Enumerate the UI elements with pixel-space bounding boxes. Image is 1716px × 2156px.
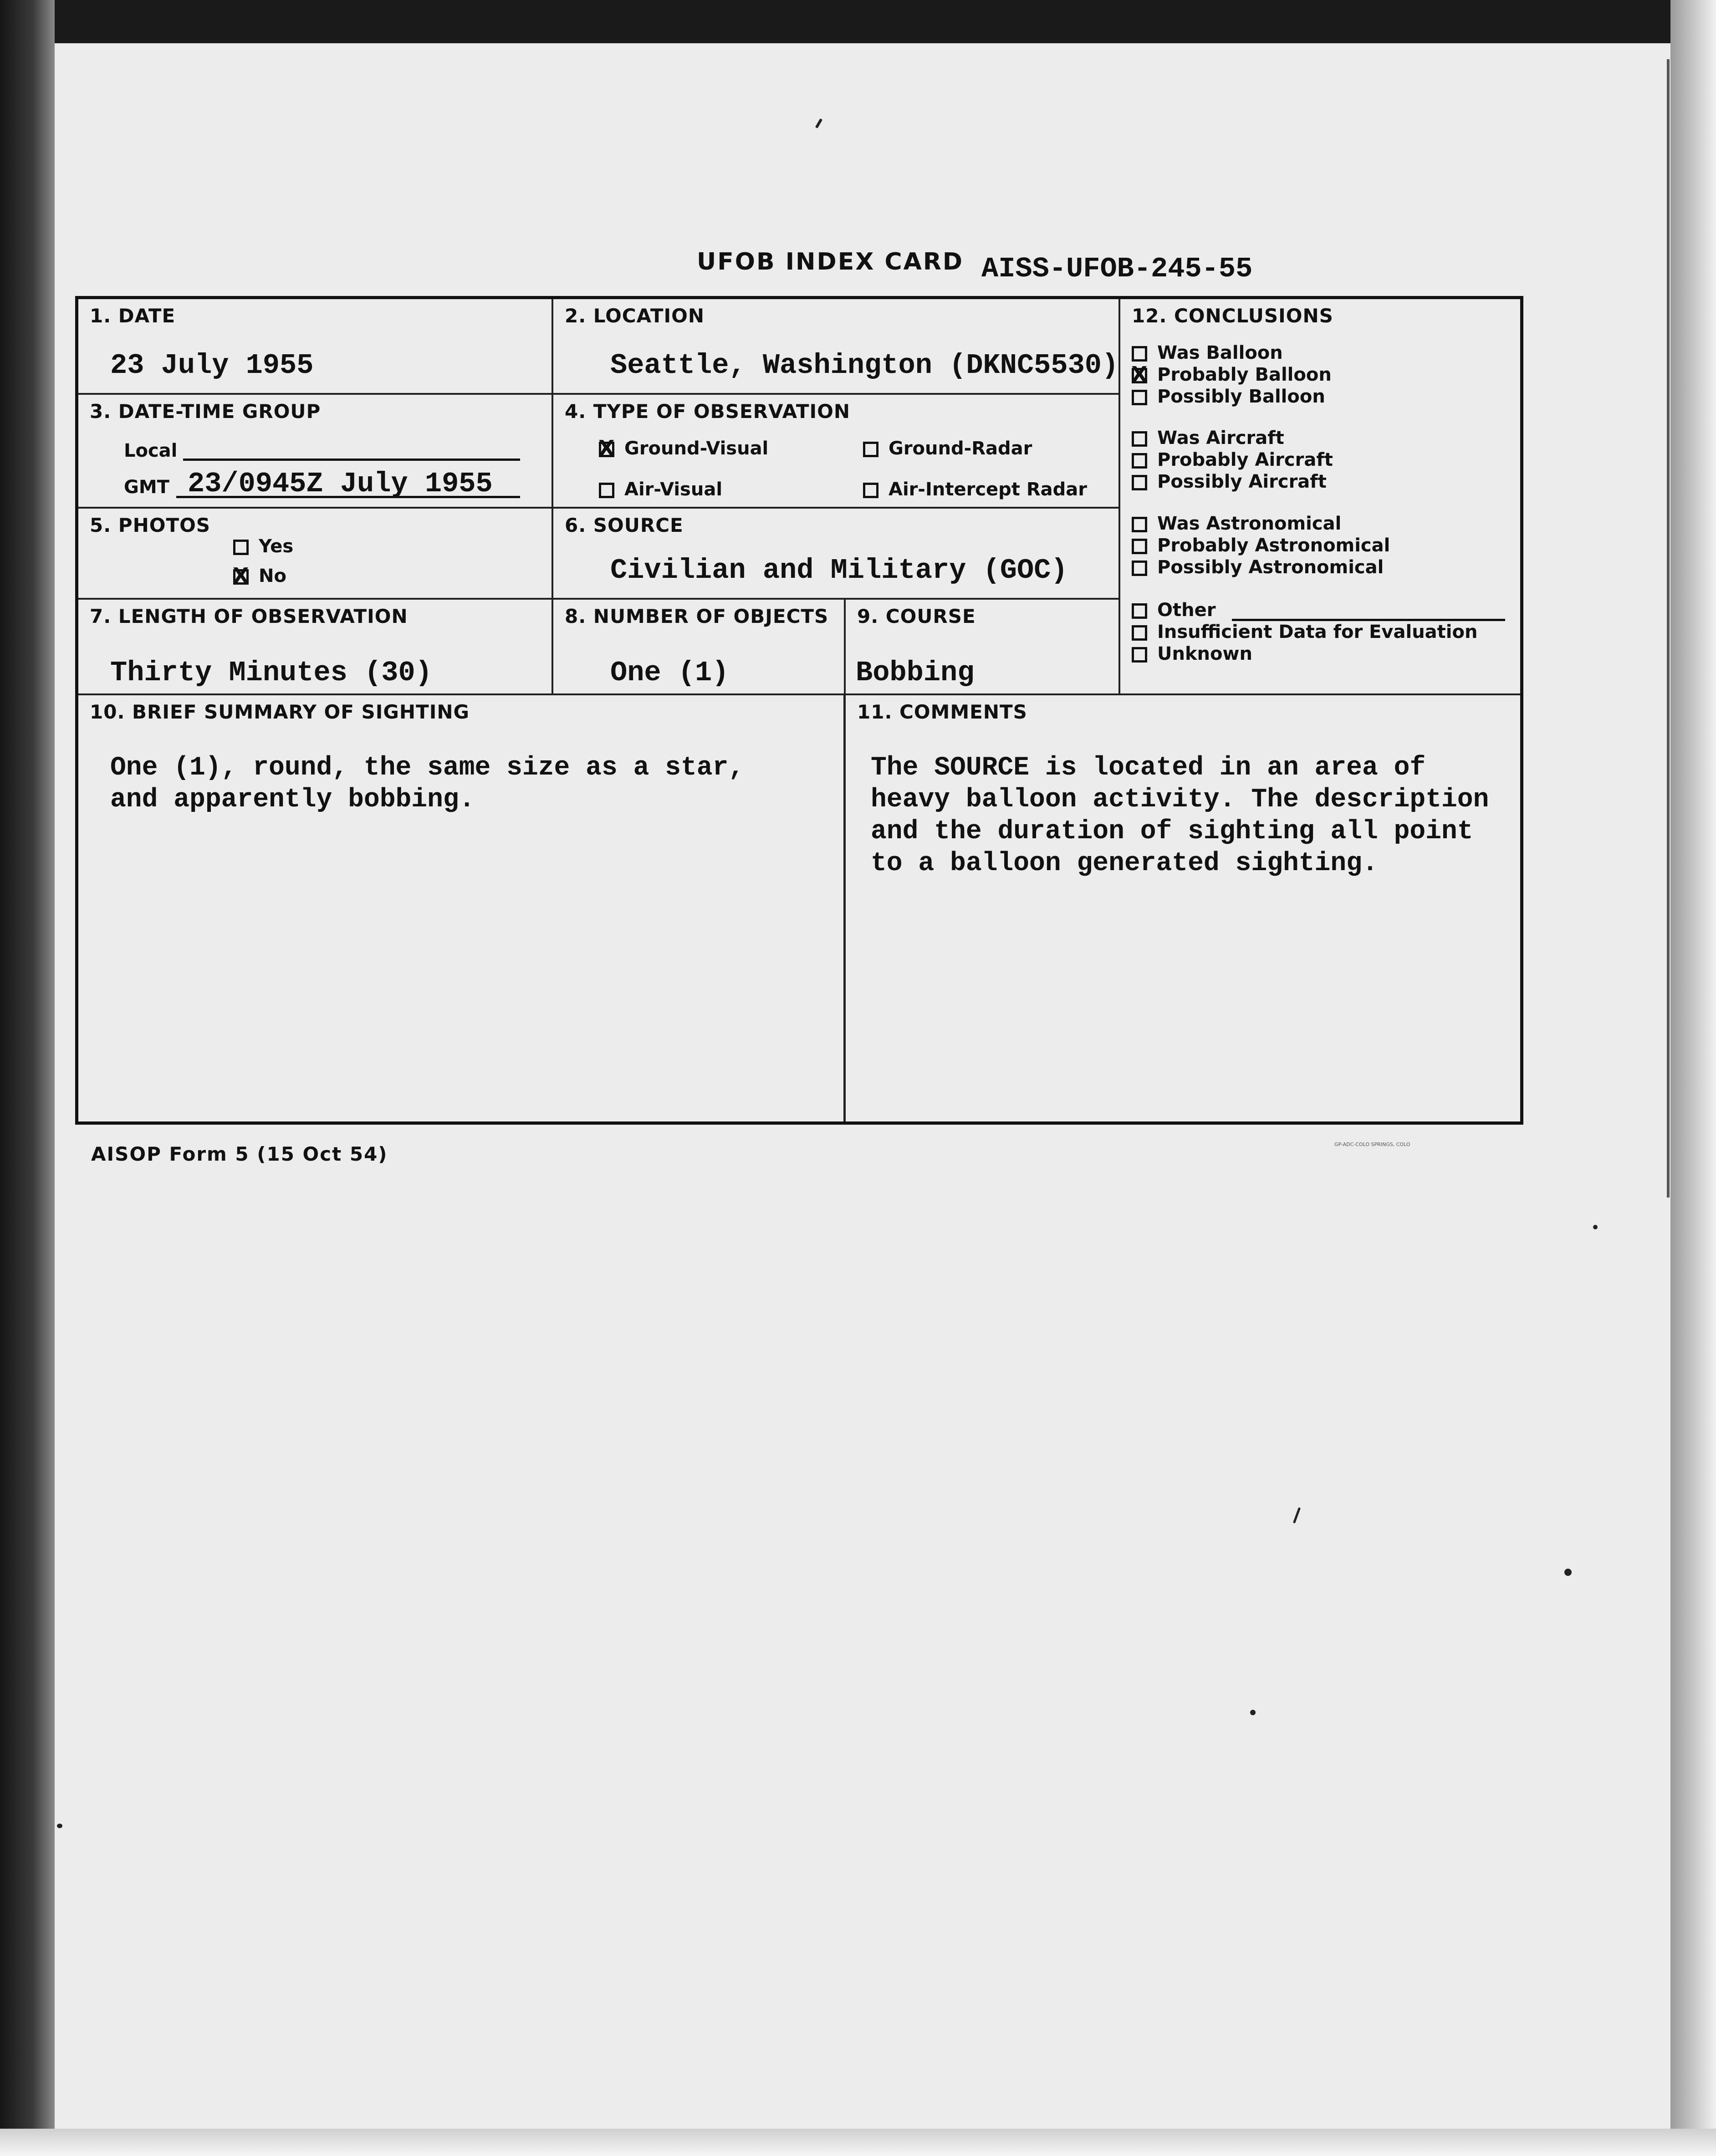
checkbox-icon xyxy=(1132,561,1147,576)
cell-photos xyxy=(78,509,553,600)
scan-speck xyxy=(1564,1569,1572,1576)
location-label: 2. LOCATION xyxy=(565,305,705,327)
brief-summary-line: and apparently bobbing. xyxy=(110,785,475,815)
conclusion-possibly-astronomical: Possibly Astronomical xyxy=(1132,557,1384,578)
scan-speck xyxy=(1293,1507,1301,1524)
checkbox-icon xyxy=(863,483,878,498)
cell-comments xyxy=(846,695,1520,1121)
cell-type-of-observation xyxy=(553,395,1120,509)
cell-brief-summary xyxy=(78,695,846,1121)
cell-location xyxy=(553,299,1120,395)
scan-speck xyxy=(1593,1225,1598,1229)
scan-border-left xyxy=(0,0,55,2156)
source-label: 6. SOURCE xyxy=(565,514,684,536)
cell-course xyxy=(846,600,1120,695)
location-value: Seattle, Washington (DKNC5530) xyxy=(610,349,1119,382)
date-value: 23 July 1955 xyxy=(110,349,314,382)
scan-speck xyxy=(57,1824,62,1828)
brief-summary-label: 10. BRIEF SUMMARY OF SIGHTING xyxy=(90,701,470,723)
checkbox-checked-icon xyxy=(233,569,249,585)
length-of-observation-value: Thirty Minutes (30) xyxy=(110,657,432,689)
comments-line: and the duration of sighting all point xyxy=(871,817,1473,846)
printer-imprint: GP-ADC-COLO SPRINGS, COLO xyxy=(1334,1142,1410,1147)
course-value: Bobbing xyxy=(856,657,975,689)
number-of-objects-label: 8. NUMBER OF OBJECTS xyxy=(565,605,829,627)
checkbox-icon xyxy=(1132,625,1147,641)
checkbox-icon xyxy=(863,442,878,457)
checkbox-icon xyxy=(233,540,249,555)
checkbox-icon xyxy=(599,483,614,498)
paper-edge-line xyxy=(1667,59,1670,1198)
gmt-label: GMT xyxy=(124,477,169,498)
scan-border-right xyxy=(1670,0,1716,2156)
date-time-group-label: 3. DATE-TIME GROUP xyxy=(90,400,321,423)
checkbox-icon xyxy=(1132,603,1147,619)
conclusion-insufficient-data: Insufficient Data for Evaluation xyxy=(1132,622,1477,642)
conclusion-probably-astronomical: Probably Astronomical xyxy=(1132,535,1390,556)
photos-label: 5. PHOTOS xyxy=(90,514,211,536)
conclusion-was-balloon: Was Balloon xyxy=(1132,342,1283,363)
local-underline xyxy=(183,459,520,461)
conclusion-probably-balloon: XProbably Balloon xyxy=(1132,364,1332,385)
scan-border-bottom xyxy=(0,2129,1716,2156)
scan-speck xyxy=(815,118,822,128)
checkbox-icon xyxy=(1132,346,1147,362)
conclusion-possibly-balloon: Possibly Balloon xyxy=(1132,386,1325,407)
cell-conclusions xyxy=(1120,299,1520,695)
form-number: AISOP Form 5 (15 Oct 54) xyxy=(91,1143,388,1165)
cell-number-of-objects xyxy=(553,600,846,695)
cell-source xyxy=(553,509,1120,600)
source-value: Civilian and Military (GOC) xyxy=(610,554,1068,586)
conclusions-label: 12. CONCLUSIONS xyxy=(1132,305,1333,327)
comments-line: heavy balloon activity. The description xyxy=(871,785,1489,815)
date-label: 1. DATE xyxy=(90,305,176,327)
type-of-observation-label: 4. TYPE OF OBSERVATION xyxy=(565,400,851,423)
local-label: Local xyxy=(124,440,178,461)
course-label: 9. COURSE xyxy=(857,605,976,627)
checkbox-icon xyxy=(1132,647,1147,663)
option-air-visual: Air-Visual xyxy=(599,479,722,500)
option-air-intercept-radar: Air-Intercept Radar xyxy=(863,479,1087,500)
comments-line: The SOURCE is located in an area of xyxy=(871,753,1426,783)
conclusion-probably-aircraft: Probably Aircraft xyxy=(1132,449,1333,470)
checkbox-checked-icon xyxy=(599,442,614,457)
option-photos-no: XNo xyxy=(233,566,286,586)
cell-date-time-group xyxy=(78,395,553,509)
comments-label: 11. COMMENTS xyxy=(857,701,1027,723)
cell-date xyxy=(78,299,553,395)
card-reference-number: AISS-UFOB-245-55 xyxy=(981,253,1253,285)
cell-length-of-observation xyxy=(78,600,553,695)
conclusion-other: Other xyxy=(1132,600,1216,621)
scan-speck xyxy=(1250,1710,1256,1715)
brief-summary-line: One (1), round, the same size as a star, xyxy=(110,753,745,783)
checkbox-icon xyxy=(1132,475,1147,490)
checkbox-icon xyxy=(1132,539,1147,554)
conclusion-was-astronomical: Was Astronomical xyxy=(1132,513,1341,534)
checkbox-icon xyxy=(1132,517,1147,532)
other-underline xyxy=(1232,619,1505,621)
option-photos-yes: Yes xyxy=(233,536,293,557)
option-ground-visual: XGround-Visual xyxy=(599,438,768,459)
conclusion-possibly-aircraft: Possibly Aircraft xyxy=(1132,471,1327,492)
comments-line: to a balloon generated sighting. xyxy=(871,849,1378,878)
conclusion-was-aircraft: Was Aircraft xyxy=(1132,428,1284,449)
length-of-observation-label: 7. LENGTH OF OBSERVATION xyxy=(90,605,408,627)
conclusion-unknown: Unknown xyxy=(1132,643,1252,664)
checkbox-icon xyxy=(1132,431,1147,447)
scan-border-top xyxy=(0,0,1716,43)
checkbox-icon xyxy=(1132,390,1147,405)
card-title: UFOB INDEX CARD xyxy=(697,248,964,275)
index-card-form xyxy=(75,296,1523,1125)
number-of-objects-value: One (1) xyxy=(610,657,729,689)
gmt-value: 23/0945Z July 1955 xyxy=(188,468,493,500)
checkbox-icon xyxy=(1132,453,1147,469)
checkbox-checked-icon xyxy=(1132,368,1147,383)
option-ground-radar: Ground-Radar xyxy=(863,438,1032,459)
